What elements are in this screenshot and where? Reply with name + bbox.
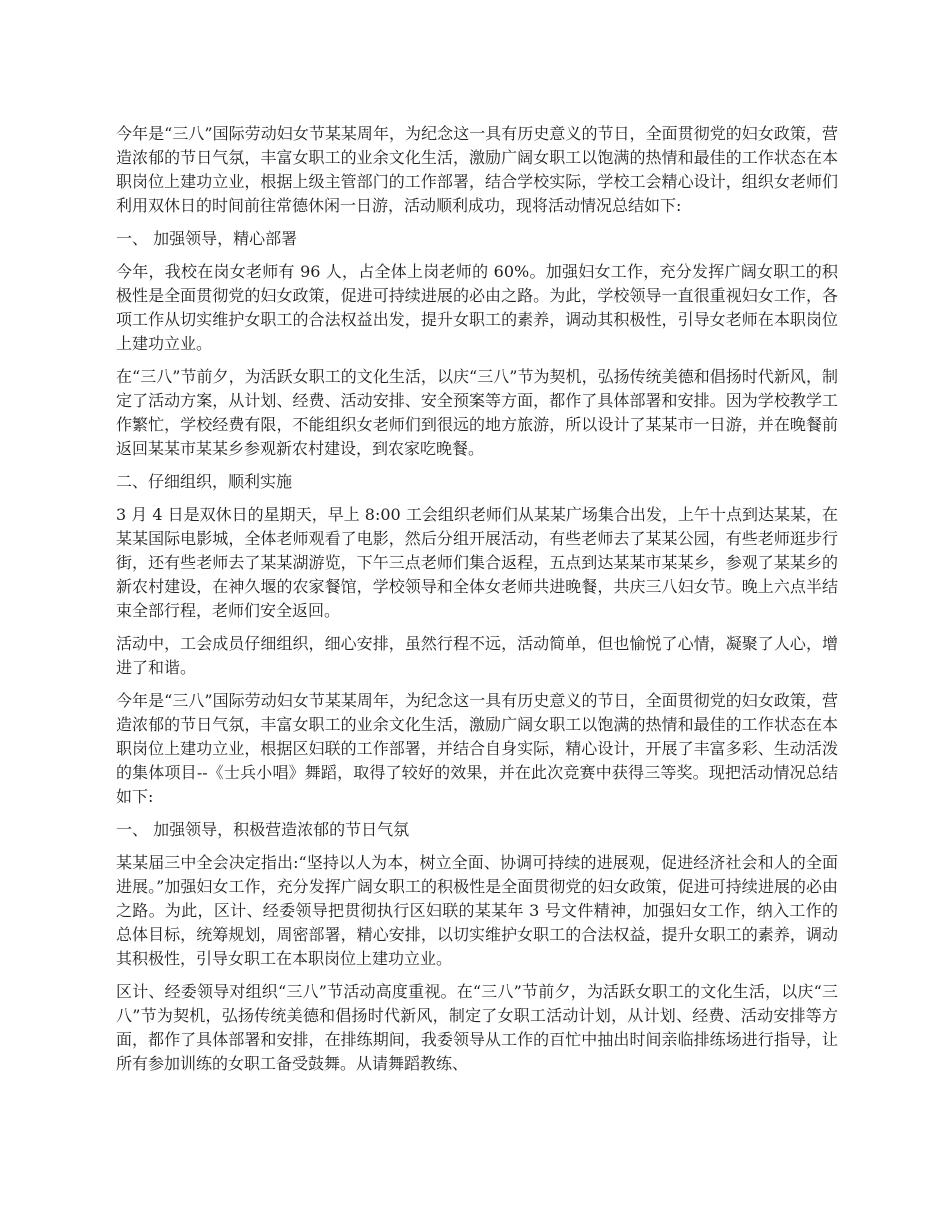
section-heading-2: 二、仔细组织，顺利实施 (116, 472, 293, 491)
paragraph-section2-b: 活动中，工会成员仔细组织，细心安排，虽然行程不远，活动简单，但也愉悦了心情，凝聚了人心，增进了和谐。 (116, 634, 838, 677)
section-heading-3: 一、 加强领导，积极营造浓郁的节日气氛 (116, 820, 410, 839)
document-body (116, 122, 838, 1085)
paragraph-section3-b: 区计、经委领导对组织“三八”节活动高度重视。在“三八”节前夕，为活跃女职工的文化生活，以庆“三八”节为契机，弘扬传统美德和倡扬时代新风，制定了女职工活动计划，从计划、经费、活动安排等方面，都作了具体部署和安排，在排练期间，我委领导从工作的百忙中抽出时间亲临排练场进行指导，让所有参加训练的女职工备受鼓舞。从请舞蹈教练、 (116, 982, 838, 1073)
section-heading-1: 一、 加强领导，精心部署 (116, 229, 298, 248)
paragraph-intro-1: 今年是“三八”国际劳动妇女节某某周年，为纪念这一具有历史意义的节日，全面贯彻党的妇女政策，营造浓郁的节日气氛，丰富女职工的业余文化生活，激励广阔女职工以饱满的热情和最佳的工作状态在本职岗位上建功立业，根据上级主管部门的工作部署，结合学校实际，学校工会精心设计，组织女老师们利用双休日的时间前往常德休闲一日游，活动顺利成功，现将活动情况总结如下: (116, 124, 838, 215)
paragraph-section3-a: 某某届三中全会决定指出:“坚持以人为本，树立全面、协调可持续的进展观，促进经济社会和人的全面进展。”加强妇女工作，充分发挥广阔女职工的积极性是全面贯彻党的妇女政策，促进可持续进展的必由之路。为此，区计、经委领导把贯彻执行区妇联的某某年 3 号文件精神，加强妇女工作，纳入工作的总体目标，统筹规划，周密部署，精心安排，以切实维护女职工的合法权益，提升女职工的素养，调动其积极性，引导女职工在本职岗位上建功立业。 (116, 853, 838, 968)
paragraph-section2-a: 3 月 4 日是双休日的星期天，早上 8:00 工会组织老师们从某某广场集合出发，上午十点到达某某，在某某国际电影城，全体老师观看了电影，然后分组开展活动，有些老师去了某某公园，有些老师逛步行街，还有些老师去了某某湖游览，下午三点老师们集合返程，五点到达某某市某某乡，参观了某某乡的新农村建设，在神久堰的农家餐馆，学校领导和全体女老师共进晚餐，共庆三八妇女节。晚上六点半结束全部行程，老师们安全返回。 (116, 505, 838, 620)
paragraph-intro-2: 今年是“三八”国际劳动妇女节某某周年，为纪念这一具有历史意义的节日，全面贯彻党的妇女政策，营造浓郁的节日气氛，丰富女职工的业余文化生活，激励广阔女职工以饱满的热情和最佳的工作状态在本职岗位上建功立业，根据区妇联的工作部署，并结合自身实际，精心设计，开展了丰富多彩、生动活泼的集体项目--《士兵小唱》舞蹈，取得了较好的效果，并在此次竞赛中获得三等奖。现把活动情况总结如下: (116, 691, 838, 806)
paragraph-section1-a: 今年，我校在岗女老师有 96 人，占全体上岗老师的 60%。加强妇女工作，充分发挥广阔女职工的积极性是全面贯彻党的妇女政策，促进可持续进展的必由之路。为此，学校领导一直很重视妇女工作，各项工作从切实维护女职工的合法权益出发，提升女职工的素养，调动其积极性，引导女老师在本职岗位上建功立业。 (116, 262, 838, 353)
paragraph-section1-b: 在“三八”节前夕，为活跃女职工的文化生活，以庆“三八”节为契机，弘扬传统美德和倡扬时代新风，制定了活动方案，从计划、经费、活动安排、安全预案等方面，都作了具体部署和安排。因为学校教学工作繁忙，学校经费有限，不能组织女老师们到很远的地方旅游，所以设计了某某市一日游，并在晚餐前返回某某市某某乡参观新农村建设，到农家吃晚餐。 (116, 367, 838, 458)
